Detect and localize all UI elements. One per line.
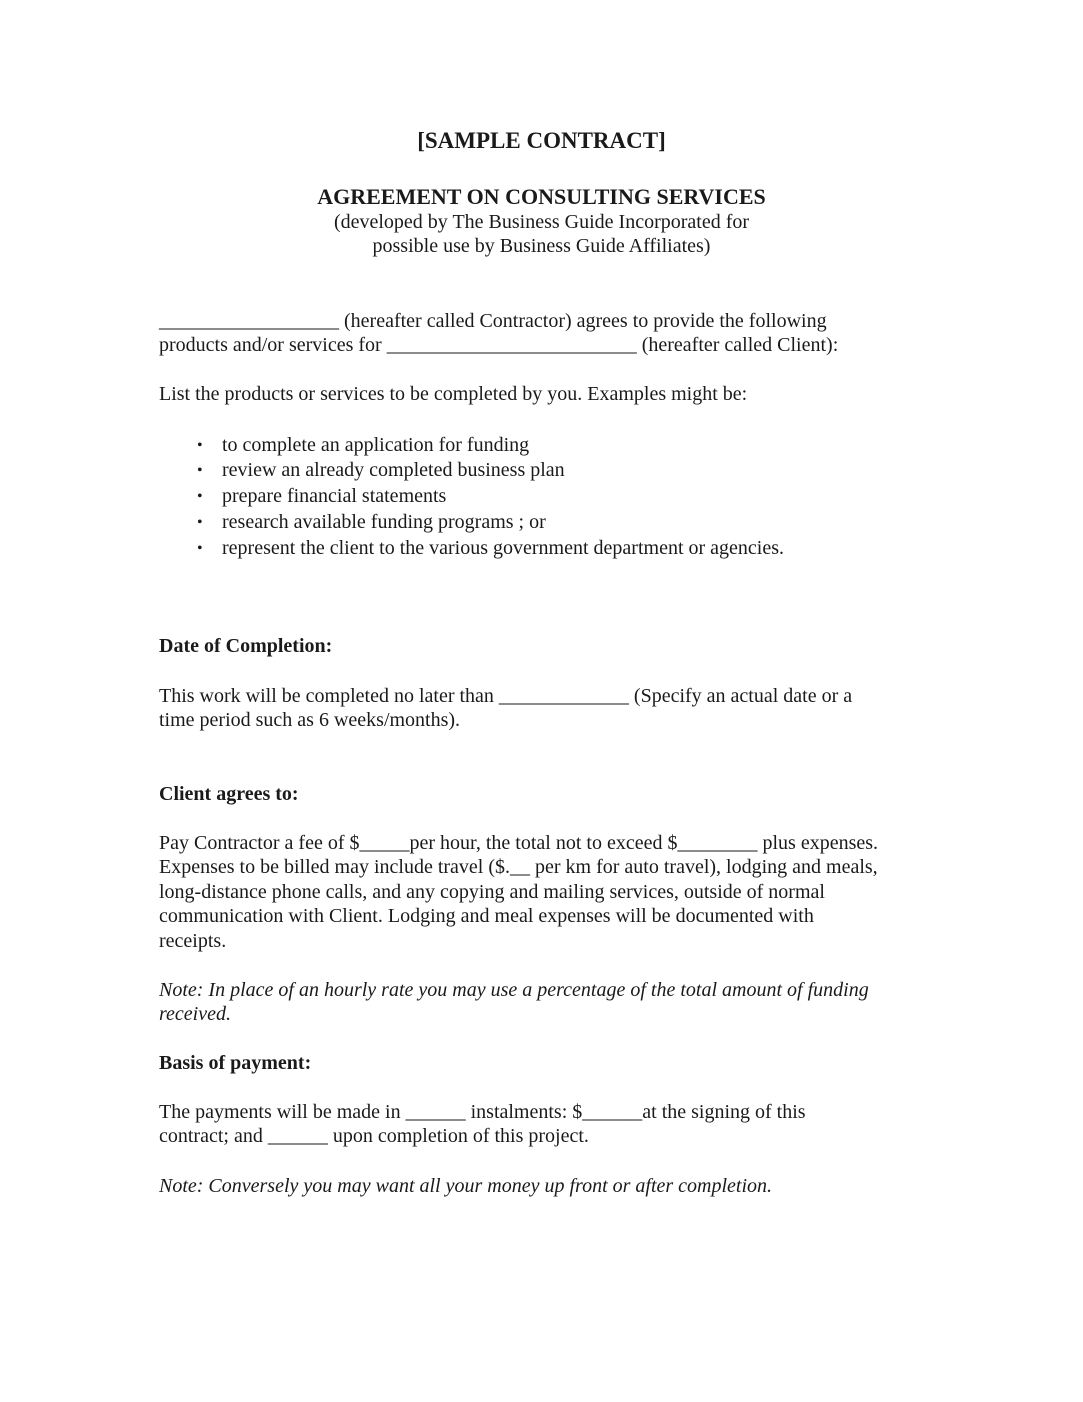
client-line-2: Expenses to be billed may include travel ($.__ per km for auto travel), lodging and meals, <box>159 856 878 878</box>
bullet-icon: • <box>197 540 203 557</box>
client-heading: Client agrees to: <box>159 783 299 805</box>
intro-line-2: products and/or services for _________________________ (hereafter called Client): <box>159 334 839 356</box>
completion-line-2: time period such as 6 weeks/months). <box>159 709 461 731</box>
agreement-heading: AGREEMENT ON CONSULTING SERVICES <box>317 184 766 209</box>
subtitle-line-1: (developed by The Business Guide Incorporated for <box>333 211 750 233</box>
completion-line-1: This work will be completed no later than _____________ (Specify an actual date or a <box>159 685 853 707</box>
payment-line-2: contract; and ______ upon completion of this project. <box>159 1125 589 1147</box>
completion-heading: Date of Completion: <box>159 635 333 657</box>
client-note-line-2: received. <box>159 1003 231 1025</box>
bullet-icon: • <box>197 488 203 505</box>
payment-heading: Basis of payment: <box>159 1052 312 1074</box>
list-item-text: review an already completed business plan <box>222 459 565 481</box>
client-line-3: long-distance phone calls, and any copying and mailing services, outside of normal <box>159 881 825 903</box>
list-item-text: to complete an application for funding <box>222 434 530 456</box>
intro-line-1: __________________ (hereafter called Contractor) agrees to provide the following <box>159 310 827 332</box>
bullet-icon: • <box>197 514 203 531</box>
bullet-icon: • <box>197 462 203 479</box>
client-line-5: receipts. <box>159 930 227 952</box>
list-item-text: prepare financial statements <box>222 485 447 507</box>
payment-note: Note: Conversely you may want all your money up front or after completion. <box>159 1175 773 1197</box>
payment-line-1: The payments will be made in ______ instalments: $______at the signing of this <box>159 1101 806 1123</box>
client-line-1: Pay Contractor a fee of $_____per hour, the total not to exceed $________ plus expenses. <box>159 832 879 854</box>
client-note-line-1: Note: In place of an hourly rate you may use a percentage of the total amount of funding <box>159 979 869 1001</box>
list-intro: List the products or services to be completed by you. Examples might be: <box>159 383 748 405</box>
client-line-4: communication with Client. Lodging and meal expenses will be documented with <box>159 905 814 927</box>
list-item-text: represent the client to the various government department or agencies. <box>222 537 785 559</box>
list-item-text: research available funding programs ; or <box>222 511 546 533</box>
bullet-icon: • <box>197 437 203 454</box>
subtitle-line-2: possible use by Business Guide Affiliates) <box>372 235 711 257</box>
document-title: [SAMPLE CONTRACT] <box>417 128 666 153</box>
